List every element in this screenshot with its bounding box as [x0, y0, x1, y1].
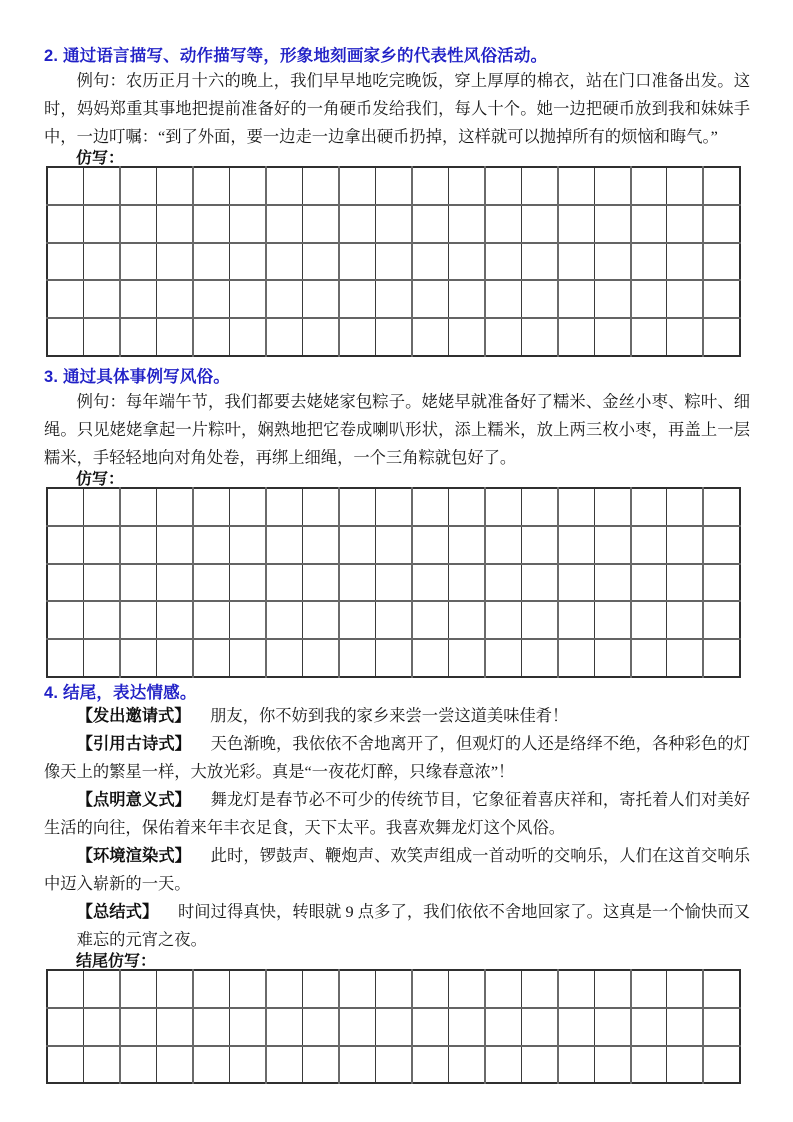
- writing-grid-cell: [703, 970, 740, 1008]
- ending-style-item-atmosphere: [44, 842, 750, 898]
- section-2-heading: 2. 通过语言描写、动作描写等，形象地刻画家乡的代表性风俗活动。: [44, 47, 548, 65]
- writing-grid-cell: [120, 280, 156, 318]
- writing-grid-cell: [703, 205, 740, 243]
- writing-grid-cell: [667, 526, 703, 564]
- writing-grid-cell: [521, 318, 557, 356]
- writing-grid-cell: [156, 488, 192, 526]
- ending-style-item-summary: [77, 898, 750, 954]
- writing-grid-cell: [302, 639, 338, 677]
- writing-grid-cell: [156, 280, 192, 318]
- writing-grid-cell: [266, 970, 302, 1008]
- writing-grid-cell: [703, 243, 740, 281]
- writing-grid-cell: [120, 601, 156, 639]
- writing-grid-cell: [594, 564, 630, 602]
- writing-grid-cell: [47, 639, 83, 677]
- writing-grid-cell: [47, 167, 83, 205]
- writing-grid-cell: [229, 205, 265, 243]
- writing-grid-cell: [412, 205, 448, 243]
- writing-grid-cell: [375, 488, 411, 526]
- writing-grid-cell: [83, 488, 119, 526]
- writing-grid-cell: [266, 1046, 302, 1084]
- writing-grid-cell: [485, 488, 521, 526]
- writing-grid-cell: [229, 243, 265, 281]
- writing-grid-cell: [156, 167, 192, 205]
- section-3-copy-label: 仿写：: [76, 470, 125, 488]
- writing-grid-cell: [266, 526, 302, 564]
- writing-grid-cell: [229, 1046, 265, 1084]
- writing-grid-cell: [120, 1008, 156, 1046]
- writing-grid-cell: [83, 639, 119, 677]
- writing-grid-cell: [667, 1008, 703, 1046]
- writing-grid-cell: [375, 526, 411, 564]
- writing-grid-cell: [47, 318, 83, 356]
- style-text-summary: 时间过得真快，转眼就 9 点多了，我们依依不舍地回家了。这真是一个愉快而又难忘的元宵之夜。: [76, 901, 750, 949]
- writing-grid-cell: [521, 526, 557, 564]
- writing-grid-cell: [594, 970, 630, 1008]
- writing-grid-cell: [594, 243, 630, 281]
- writing-grid-cell: [521, 167, 557, 205]
- writing-grid-cell: [339, 205, 375, 243]
- writing-grid-cell: [631, 1008, 667, 1046]
- writing-grid-cell: [448, 601, 484, 639]
- section-2: [44, 47, 750, 357]
- writing-grid-cell: [120, 488, 156, 526]
- writing-grid-cell: [521, 564, 557, 602]
- writing-grid-cell: [83, 1008, 119, 1046]
- writing-grid-cell: [83, 167, 119, 205]
- section-4-writing-grid: [46, 969, 741, 1084]
- writing-grid-cell: [412, 318, 448, 356]
- writing-grid-cell: [229, 488, 265, 526]
- writing-grid-cell: [667, 601, 703, 639]
- writing-grid-cell: [703, 526, 740, 564]
- writing-grid-cell: [156, 1008, 192, 1046]
- writing-grid-cell: [193, 564, 229, 602]
- writing-grid-cell: [156, 205, 192, 243]
- writing-grid-cell: [703, 1008, 740, 1046]
- section-4-copy-label: 结尾仿写：: [76, 952, 157, 970]
- style-text-invitation: 朋友，你不妨到我的家乡来尝一尝这道美味佳肴！: [210, 705, 569, 725]
- writing-grid-cell: [302, 564, 338, 602]
- writing-grid-cell: [448, 564, 484, 602]
- writing-grid-cell: [631, 243, 667, 281]
- writing-grid-cell: [448, 318, 484, 356]
- writing-grid-cell: [558, 601, 594, 639]
- writing-grid-cell: [229, 318, 265, 356]
- writing-grid-cell: [120, 564, 156, 602]
- writing-grid-cell: [83, 1046, 119, 1084]
- writing-grid-cell: [47, 488, 83, 526]
- writing-grid-cell: [631, 318, 667, 356]
- writing-grid-cell: [375, 970, 411, 1008]
- writing-grid-cell: [631, 970, 667, 1008]
- writing-grid-cell: [156, 318, 192, 356]
- writing-grid-cell: [375, 243, 411, 281]
- writing-grid-cell: [156, 526, 192, 564]
- writing-grid-cell: [47, 205, 83, 243]
- writing-grid-cell: [266, 639, 302, 677]
- writing-grid-cell: [521, 601, 557, 639]
- writing-grid-cell: [193, 970, 229, 1008]
- writing-grid-cell: [485, 526, 521, 564]
- writing-grid-cell: [266, 205, 302, 243]
- writing-grid-cell: [703, 488, 740, 526]
- style-label-summary: 【总结式】: [76, 902, 159, 921]
- writing-grid-cell: [521, 639, 557, 677]
- writing-grid-cell: [120, 243, 156, 281]
- writing-grid-cell: [448, 526, 484, 564]
- writing-grid-cell: [485, 601, 521, 639]
- writing-grid-cell: [703, 601, 740, 639]
- writing-grid-cell: [83, 970, 119, 1008]
- writing-grid-cell: [156, 243, 192, 281]
- writing-grid-cell: [302, 970, 338, 1008]
- writing-grid-cell: [120, 1046, 156, 1084]
- writing-grid-cell: [594, 488, 630, 526]
- writing-grid-cell: [485, 167, 521, 205]
- writing-grid-cell: [156, 1046, 192, 1084]
- writing-grid-cell: [631, 488, 667, 526]
- writing-grid-cell: [47, 526, 83, 564]
- writing-grid-cell: [375, 1008, 411, 1046]
- writing-grid-cell: [448, 1046, 484, 1084]
- writing-grid-cell: [302, 243, 338, 281]
- writing-grid-cell: [47, 1008, 83, 1046]
- writing-grid-cell: [558, 243, 594, 281]
- writing-grid-cell: [47, 564, 83, 602]
- writing-grid-cell: [193, 280, 229, 318]
- writing-grid-cell: [412, 639, 448, 677]
- writing-grid-cell: [302, 318, 338, 356]
- writing-grid-cell: [594, 280, 630, 318]
- writing-grid-cell: [703, 639, 740, 677]
- writing-grid-cell: [631, 564, 667, 602]
- writing-grid-cell: [412, 564, 448, 602]
- ending-style-item-invitation: [44, 702, 750, 730]
- writing-grid-cell: [375, 564, 411, 602]
- writing-grid-cell: [193, 1046, 229, 1084]
- writing-grid-cell: [703, 318, 740, 356]
- writing-grid-cell: [266, 280, 302, 318]
- writing-grid-cell: [558, 564, 594, 602]
- writing-grid-cell: [667, 205, 703, 243]
- writing-grid-cell: [229, 601, 265, 639]
- writing-grid-cell: [120, 205, 156, 243]
- style-label-atmosphere: 【环境渲染式】: [76, 846, 192, 865]
- writing-grid-cell: [339, 1008, 375, 1046]
- writing-grid-cell: [156, 601, 192, 639]
- writing-grid-cell: [156, 639, 192, 677]
- ending-style-item-poem: [44, 730, 750, 786]
- ending-style-item-meaning: [44, 786, 750, 842]
- style-text-poem: 天色渐晚，我依依不舍地离开了，但观灯的人还是络绎不绝，各种彩色的灯像天上的繁星一样，大放光彩。真是“一夜花灯醉，只缘春意浓”！: [44, 733, 750, 781]
- writing-grid-cell: [667, 488, 703, 526]
- writing-grid-cell: [412, 280, 448, 318]
- style-label-invitation: 【发出邀请式】: [76, 706, 191, 725]
- writing-grid-cell: [558, 970, 594, 1008]
- writing-grid-cell: [485, 564, 521, 602]
- section-2-example-paragraph: 例句：农历正月十六的晚上，我们早早地吃完晚饭，穿上厚厚的棉衣，站在门口准备出发。这时，妈妈郑重其事地把提前准备好的一角硬币发给我们，每人十个。她一边把硬币放到我和妹妹手中，一边叮嘱：“到了外面，要一边走一边拿出硬币扔掉，这样就可以抛掉所有的烦恼和晦气。”: [44, 71, 750, 146]
- writing-grid-cell: [375, 601, 411, 639]
- writing-grid-cell: [47, 280, 83, 318]
- writing-grid-cell: [703, 564, 740, 602]
- writing-grid-cell: [375, 639, 411, 677]
- writing-grid-cell: [120, 639, 156, 677]
- writing-grid-cell: [667, 318, 703, 356]
- writing-grid-cell: [631, 167, 667, 205]
- style-text-meaning: 舞龙灯是春节必不可少的传统节目，它象征着喜庆祥和，寄托着人们对美好生活的向往，保佑着来年丰衣足食，天下太平。我喜欢舞龙灯这个风俗。: [44, 789, 750, 837]
- writing-grid-cell: [594, 1046, 630, 1084]
- writing-grid-cell: [375, 205, 411, 243]
- writing-grid-cell: [594, 1008, 630, 1046]
- section-3-example-paragraph: 例句：每年端午节，我们都要去姥姥家包粽子。姥姥早就准备好了糯米、金丝小枣、粽叶、细绳。只见姥姥拿起一片粽叶，娴熟地把它卷成喇叭形状，添上糯米，放上两三枚小枣，再盖上一层糯米，手轻轻地向对角处卷，再绑上细绳，一个三角粽就包好了。: [44, 391, 750, 467]
- writing-grid-cell: [193, 167, 229, 205]
- writing-grid-cell: [667, 280, 703, 318]
- writing-grid-cell: [339, 280, 375, 318]
- writing-grid-cell: [83, 564, 119, 602]
- writing-grid-cell: [521, 1008, 557, 1046]
- writing-grid-cell: [229, 639, 265, 677]
- writing-grid-cell: [302, 1046, 338, 1084]
- writing-grid-cell: [302, 280, 338, 318]
- writing-grid-cell: [594, 205, 630, 243]
- writing-grid-cell: [412, 601, 448, 639]
- writing-grid-cell: [703, 1046, 740, 1084]
- writing-grid-cell: [375, 318, 411, 356]
- writing-grid-cell: [412, 488, 448, 526]
- writing-grid-cell: [339, 167, 375, 205]
- writing-grid-cell: [558, 1008, 594, 1046]
- writing-grid-cell: [631, 526, 667, 564]
- writing-grid-cell: [120, 167, 156, 205]
- writing-grid-cell: [83, 243, 119, 281]
- writing-grid-cell: [229, 280, 265, 318]
- writing-grid-cell: [302, 526, 338, 564]
- writing-grid-cell: [558, 205, 594, 243]
- writing-grid-cell: [339, 564, 375, 602]
- writing-grid-cell: [448, 205, 484, 243]
- writing-grid-cell: [229, 526, 265, 564]
- writing-grid-cell: [120, 318, 156, 356]
- section-3: [44, 368, 750, 678]
- writing-grid-cell: [521, 970, 557, 1008]
- writing-grid-cell: [667, 564, 703, 602]
- writing-grid-cell: [448, 970, 484, 1008]
- writing-grid-cell: [485, 1046, 521, 1084]
- writing-grid-cell: [47, 970, 83, 1008]
- writing-grid-cell: [193, 1008, 229, 1046]
- writing-grid-cell: [412, 526, 448, 564]
- writing-grid-cell: [302, 1008, 338, 1046]
- writing-grid-cell: [266, 318, 302, 356]
- writing-grid-cell: [339, 639, 375, 677]
- writing-grid-cell: [339, 1046, 375, 1084]
- writing-grid-cell: [485, 1008, 521, 1046]
- writing-grid-cell: [339, 970, 375, 1008]
- writing-grid-cell: [339, 526, 375, 564]
- writing-grid-cell: [448, 243, 484, 281]
- writing-grid-cell: [193, 639, 229, 677]
- writing-grid-cell: [558, 526, 594, 564]
- writing-grid-cell: [558, 1046, 594, 1084]
- writing-grid-cell: [229, 970, 265, 1008]
- style-label-poem: 【引用古诗式】: [76, 734, 192, 753]
- writing-grid-cell: [266, 488, 302, 526]
- section-2-writing-grid: [46, 166, 741, 357]
- writing-grid-cell: [448, 488, 484, 526]
- writing-grid-cell: [412, 167, 448, 205]
- writing-grid-cell: [485, 639, 521, 677]
- writing-grid-cell: [156, 564, 192, 602]
- writing-grid-cell: [631, 601, 667, 639]
- writing-grid-cell: [375, 167, 411, 205]
- writing-grid-cell: [667, 243, 703, 281]
- writing-grid-cell: [193, 318, 229, 356]
- writing-grid-cell: [339, 601, 375, 639]
- writing-grid-cell: [229, 1008, 265, 1046]
- writing-grid-cell: [703, 167, 740, 205]
- writing-grid-cell: [47, 243, 83, 281]
- writing-grid-cell: [83, 205, 119, 243]
- section-4-heading: 4. 结尾，表达情感。: [44, 683, 197, 702]
- writing-grid-cell: [412, 1046, 448, 1084]
- writing-grid-cell: [266, 564, 302, 602]
- writing-grid-cell: [266, 601, 302, 639]
- writing-grid-cell: [375, 1046, 411, 1084]
- writing-grid-cell: [302, 167, 338, 205]
- writing-grid-cell: [83, 318, 119, 356]
- writing-grid-cell: [83, 280, 119, 318]
- writing-grid-cell: [412, 1008, 448, 1046]
- writing-grid-cell: [302, 488, 338, 526]
- writing-grid-cell: [83, 526, 119, 564]
- writing-grid-cell: [631, 280, 667, 318]
- writing-grid-cell: [594, 318, 630, 356]
- writing-grid-cell: [485, 205, 521, 243]
- writing-grid-cell: [631, 639, 667, 677]
- writing-grid-cell: [594, 167, 630, 205]
- writing-grid-cell: [193, 601, 229, 639]
- writing-grid-cell: [375, 280, 411, 318]
- writing-grid-cell: [558, 167, 594, 205]
- writing-grid-cell: [521, 280, 557, 318]
- writing-grid-cell: [193, 526, 229, 564]
- writing-grid-cell: [120, 970, 156, 1008]
- writing-grid-cell: [193, 488, 229, 526]
- writing-grid-cell: [193, 205, 229, 243]
- writing-grid-cell: [558, 280, 594, 318]
- section-4: [44, 684, 750, 1084]
- writing-grid-cell: [448, 167, 484, 205]
- writing-grid-cell: [412, 243, 448, 281]
- section-3-heading: 3. 通过具体事例写风俗。: [44, 367, 230, 386]
- writing-grid-cell: [558, 639, 594, 677]
- writing-grid-cell: [594, 601, 630, 639]
- writing-grid-cell: [521, 488, 557, 526]
- writing-grid-cell: [339, 243, 375, 281]
- writing-grid-cell: [47, 601, 83, 639]
- writing-grid-cell: [521, 205, 557, 243]
- writing-grid-cell: [667, 970, 703, 1008]
- style-text-atmosphere: 此时，锣鼓声、鞭炮声、欢笑声组成一首动听的交响乐，人们在这首交响乐中迈入崭新的一天。: [44, 845, 750, 893]
- writing-grid-cell: [266, 167, 302, 205]
- writing-grid-cell: [558, 488, 594, 526]
- writing-grid-cell: [448, 280, 484, 318]
- writing-grid-cell: [120, 526, 156, 564]
- writing-grid-cell: [193, 243, 229, 281]
- writing-grid-cell: [302, 601, 338, 639]
- writing-grid-cell: [667, 1046, 703, 1084]
- writing-grid-cell: [83, 601, 119, 639]
- writing-grid-cell: [485, 318, 521, 356]
- writing-grid-cell: [302, 205, 338, 243]
- writing-grid-cell: [667, 167, 703, 205]
- writing-grid-cell: [594, 526, 630, 564]
- writing-grid-cell: [156, 970, 192, 1008]
- writing-grid-cell: [485, 970, 521, 1008]
- writing-grid-cell: [448, 1008, 484, 1046]
- writing-grid-cell: [558, 318, 594, 356]
- writing-grid-cell: [521, 1046, 557, 1084]
- section-3-writing-grid: [46, 487, 741, 678]
- writing-grid-cell: [448, 639, 484, 677]
- writing-grid-cell: [339, 318, 375, 356]
- writing-grid-cell: [47, 1046, 83, 1084]
- writing-grid-cell: [521, 243, 557, 281]
- writing-grid-cell: [339, 488, 375, 526]
- section-2-copy-label: 仿写：: [76, 150, 125, 167]
- writing-grid-cell: [485, 280, 521, 318]
- writing-grid-cell: [412, 970, 448, 1008]
- writing-grid-cell: [667, 639, 703, 677]
- writing-grid-cell: [485, 243, 521, 281]
- writing-grid-cell: [266, 1008, 302, 1046]
- writing-grid-cell: [631, 205, 667, 243]
- writing-grid-cell: [266, 243, 302, 281]
- writing-grid-cell: [631, 1046, 667, 1084]
- writing-grid-cell: [229, 564, 265, 602]
- writing-grid-cell: [229, 167, 265, 205]
- style-label-meaning: 【点明意义式】: [76, 790, 192, 809]
- writing-grid-cell: [703, 280, 740, 318]
- writing-grid-cell: [594, 639, 630, 677]
